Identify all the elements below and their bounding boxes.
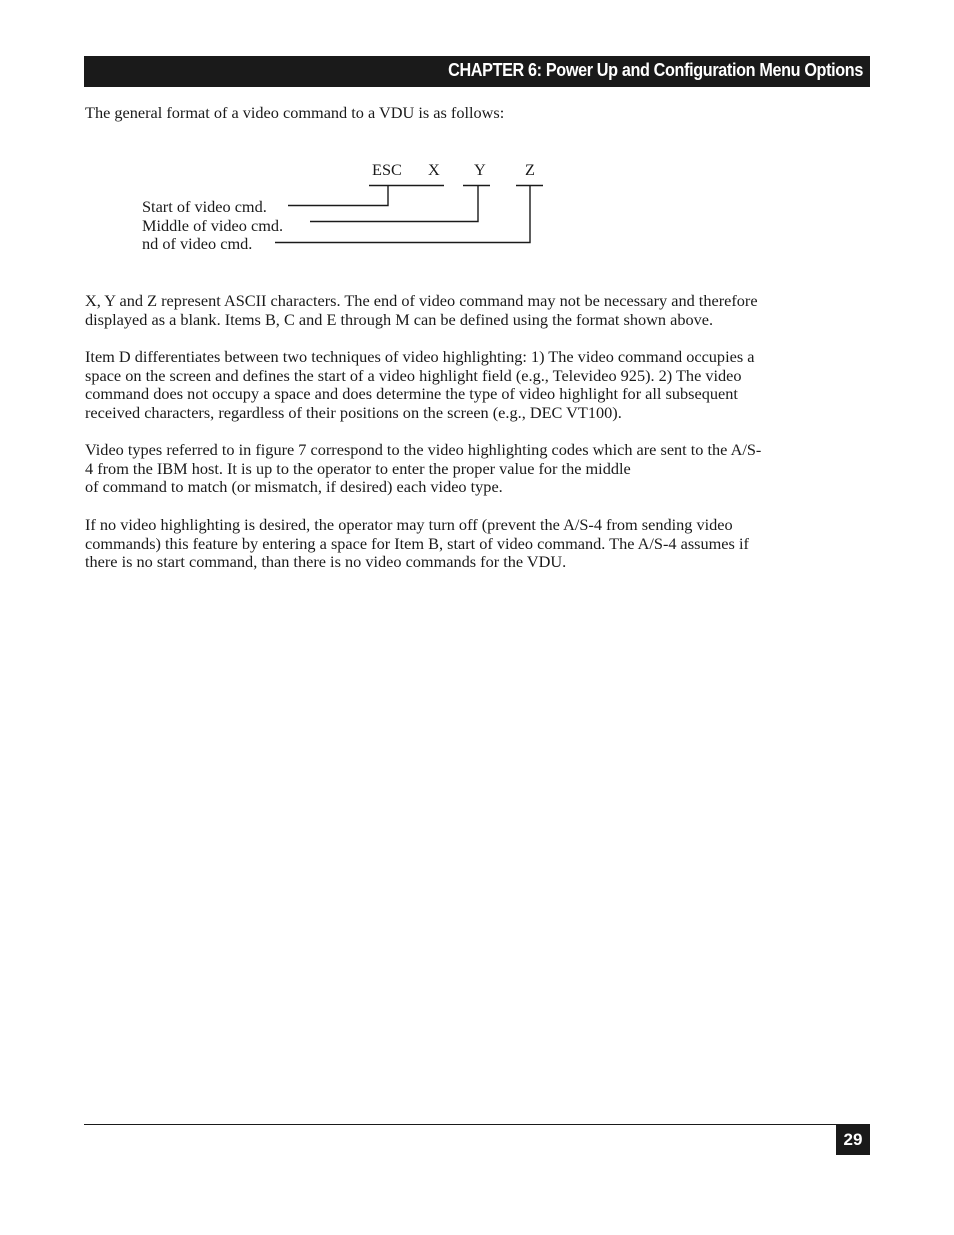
paragraph-video-types xyxy=(85,441,875,497)
footer-rule xyxy=(84,1124,870,1125)
paragraph-line: there is no start command, than there is no video commands for the VDU. xyxy=(85,552,567,572)
connector-start xyxy=(288,186,388,206)
paragraph-item-d xyxy=(85,348,875,422)
paragraph-line: displayed as a blank. Items B, C and E through M can be defined using the format shown above. xyxy=(85,309,714,329)
paragraph-line: command does not occupy a space and does determine the type of video highlight for all subsequent xyxy=(85,384,738,404)
paragraph-line: X, Y and Z represent ASCII characters. The end of video command may not be necessary and therefore xyxy=(85,291,758,310)
intro-text: The general format of a video command to a VDU is as follows: xyxy=(85,103,505,122)
diagram-connector-lines xyxy=(0,0,954,300)
connector-end xyxy=(275,186,530,243)
token-esc: ESC xyxy=(372,160,402,179)
paragraph-line: If no video highlighting is desired, the operator may turn off (prevent the A/S-4 from sending video xyxy=(85,515,733,534)
paragraph-line: Video types referred to in figure 7 correspond to the video highlighting codes which are sent to the A/S- xyxy=(85,440,762,459)
token-z: Z xyxy=(525,160,535,179)
page-number: 29 xyxy=(836,1125,870,1155)
paragraph-ascii xyxy=(85,292,875,329)
token-y: Y xyxy=(474,160,486,179)
paragraph-line: Item D differentiates between two techniques of video highlighting: 1) The video command occupies a xyxy=(85,347,755,366)
token-x: X xyxy=(428,160,440,179)
paragraph-line: 4 from the IBM host. It is up to the operator to enter the proper value for the middle xyxy=(85,458,631,478)
label-start: Start of video cmd. xyxy=(142,197,267,216)
paragraph-line: of command to match (or mismatch, if desired) each video type. xyxy=(85,477,503,497)
paragraph-line: commands) this feature by entering a space for Item B, start of video command. The A/S-4 assumes if xyxy=(85,533,749,553)
label-middle: Middle of video cmd. xyxy=(142,216,284,235)
chapter-title: CHAPTER 6: Power Up and Configuration Menu Options xyxy=(448,60,863,80)
label-end: nd of video cmd. xyxy=(142,234,253,253)
connector-middle xyxy=(310,186,478,222)
paragraph-no-highlighting xyxy=(85,516,875,572)
paragraph-line: received characters, regardless of their positions on the screen (e.g., DEC VT100). xyxy=(85,402,622,422)
paragraph-line: space on the screen and defines the start of a video highlight field (e.g., Televideo 925). 2) The video xyxy=(85,365,742,385)
